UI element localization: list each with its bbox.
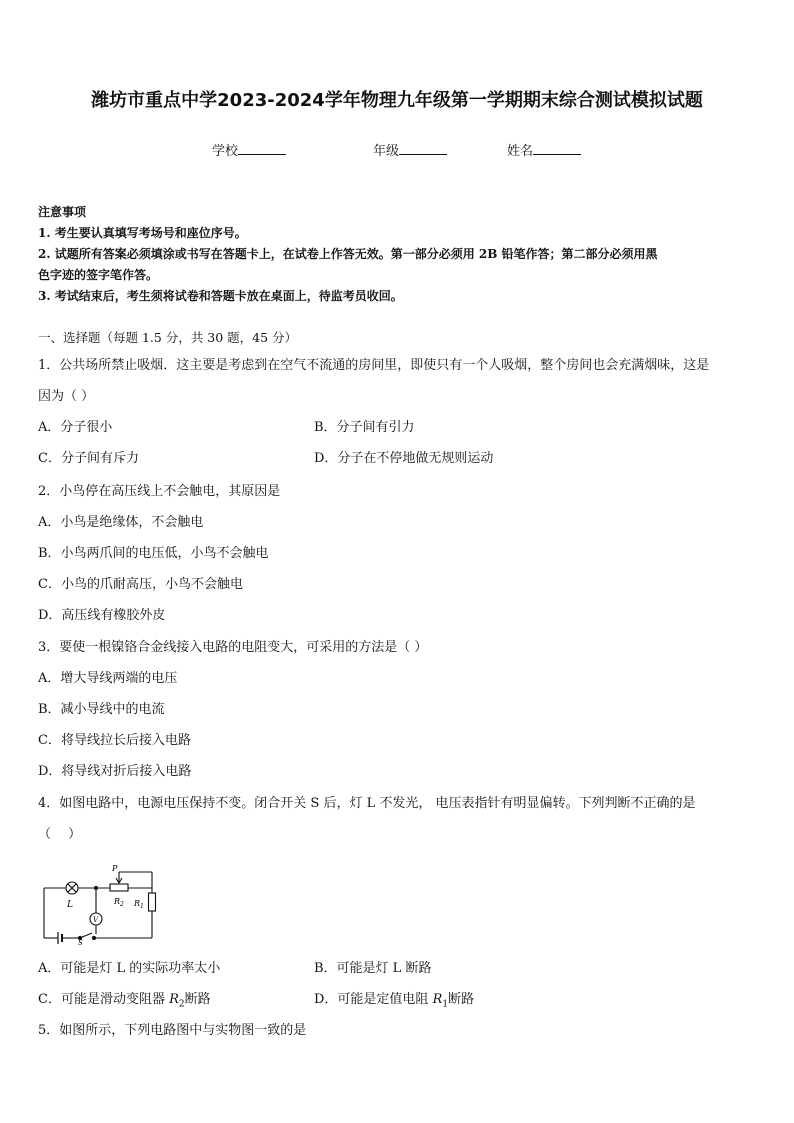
grade-label: 年级	[373, 144, 400, 159]
question-4-stem-cont: （ ）	[38, 827, 82, 842]
grade-field[interactable]	[373, 140, 447, 159]
label-R2	[113, 897, 124, 908]
question-3-stem: 3．要使一根镍铬合金线接入电路的电阻变大，可采用的方法是（ ）	[38, 640, 428, 655]
school-label: 学校	[212, 144, 239, 159]
option-b[interactable]: B．可能是灯 L 断路	[314, 961, 432, 976]
option-a[interactable]: A．增大导线两端的电压	[38, 671, 178, 686]
notice-item: 色字迹的签字笔作答。	[38, 268, 159, 282]
label-S: S	[78, 939, 83, 946]
question-1-stem-cont: 因为（ ）	[38, 389, 95, 404]
question-4-stem: 4．如图电路中，电源电压保持不变。闭合开关 S 后，灯 L 不发光， 电压表指针有明显偏转。下列判断不正确的是	[38, 796, 696, 811]
option-d-sub: 1	[442, 999, 449, 1010]
notice-item: 2. 试题所有答案必须填涂或书写在答题卡上，在试卷上作答无效。第一部分必须用 2B 铅笔作答；第二部分必须用黑	[38, 247, 658, 261]
label-V: V	[93, 916, 99, 924]
grade-blank[interactable]	[399, 142, 447, 155]
question-1-stem: 1．公共场所禁止吸烟．这主要是考虑到在空气不流通的房间里，即使只有一个人吸烟，整个房间也会充满烟味，这是	[38, 358, 710, 373]
option-c[interactable]: C．小鸟的爪耐高压，小鸟不会触电	[38, 577, 243, 592]
option-c[interactable]: C．将导线拉长后接入电路	[38, 733, 191, 748]
option-a[interactable]: A．小鸟是绝缘体，不会触电	[38, 515, 204, 530]
option-c-sub: 2	[178, 999, 185, 1010]
school-blank[interactable]	[238, 142, 286, 155]
name-blank[interactable]	[533, 142, 581, 155]
option-c[interactable]: C．分子间有斥力	[38, 451, 139, 466]
option-c-suffix: 断路	[184, 992, 211, 1007]
label-R2-sub: 2	[120, 901, 124, 908]
option-d[interactable]: D．将导线对折后接入电路	[38, 764, 192, 779]
option-d-suffix: 断路	[448, 992, 475, 1007]
option-b[interactable]: B．减小导线中的电流	[38, 702, 165, 717]
option-d-text: D．可能是定值电阻	[314, 992, 433, 1007]
option-a[interactable]: A．可能是灯 L 的实际功率太小	[38, 961, 221, 976]
option-b[interactable]: B．分子间有引力	[314, 420, 415, 435]
label-R1-main: R	[134, 899, 141, 908]
label-P: P	[112, 864, 118, 873]
question-5-stem: 5．如图所示，下列电路图中与实物图一致的是	[38, 1023, 307, 1038]
option-c[interactable]	[38, 988, 211, 1010]
school-field[interactable]	[212, 140, 286, 159]
page-title: 潍坊市重点中学2023-2024学年物理九年级第一学期期末综合测试模拟试题	[91, 90, 703, 111]
option-d-var: R	[432, 992, 443, 1007]
option-d[interactable]: D．高压线有橡胶外皮	[38, 608, 166, 623]
option-d[interactable]	[314, 988, 474, 1010]
name-field[interactable]	[507, 140, 581, 159]
label-R1-sub: 1	[140, 903, 144, 910]
option-b[interactable]: B．小鸟两爪间的电压低，小鸟不会触电	[38, 546, 269, 561]
notice-item: 1. 考生要认真填写考场号和座位序号。	[38, 226, 247, 240]
label-L: L	[67, 900, 73, 910]
notice-heading: 注意事项	[38, 205, 87, 219]
option-c-text: C．可能是滑动变阻器	[38, 992, 170, 1007]
name-label: 姓名	[507, 144, 534, 159]
option-c-var: R	[169, 992, 179, 1007]
notice-item: 3. 考试结束后，考生须将试卷和答题卡放在桌面上，待监考员收回。	[38, 289, 403, 303]
option-d[interactable]: D．分子在不停地做无规则运动	[314, 451, 494, 466]
question-2-stem: 2．小鸟停在高压线上不会触电，其原因是	[38, 484, 281, 499]
label-R1	[133, 899, 144, 910]
label-R2-main: R	[114, 897, 121, 906]
circuit-diagram	[38, 862, 168, 946]
section-heading: 一、选择题（每题 1.5 分，共 30 题，45 分）	[38, 330, 298, 345]
option-a[interactable]: A．分子很小	[38, 420, 113, 435]
